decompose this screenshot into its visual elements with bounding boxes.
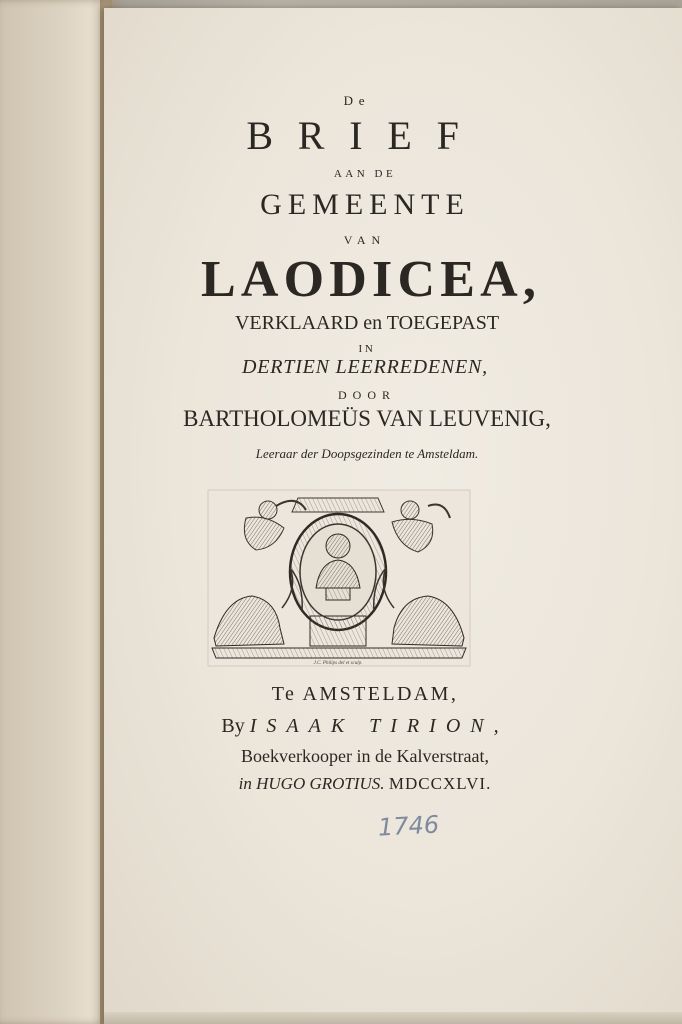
- title-line-gemeente: GEMEENTE: [260, 188, 470, 221]
- imprint-shop: Boekverkooper in de Kalverstraat,: [241, 746, 489, 766]
- handwritten-year-note: 1746: [377, 810, 440, 842]
- imprint-sign: in HUGO GROTIUS.: [238, 774, 385, 793]
- title-line-laodicea: LAODICEA,: [200, 251, 542, 308]
- title-line-aan-de: AAN DE: [333, 168, 397, 180]
- page-bottom-edge: [104, 1012, 682, 1024]
- engraving-caption: J.C. Philips del et sculp.: [313, 661, 363, 666]
- engraved-vignette: [206, 488, 472, 668]
- subtitle-verklaard: VERKLAARD en TOEGEPAST: [234, 312, 500, 334]
- title-line-de: De: [343, 93, 371, 108]
- title-line-brief: BRIEF: [246, 113, 484, 158]
- title-line-van: VAN: [343, 233, 387, 247]
- imprint-by: By: [221, 715, 245, 737]
- subtitle-in: IN: [358, 343, 376, 355]
- imprint-publisher-line: [0, 715, 682, 738]
- imprint-place: Te AMSTELDAM,: [271, 683, 459, 705]
- imprint-publisher: ISAAK TIRION,: [249, 715, 509, 737]
- imprint-year: MDCCXLVI.: [388, 774, 492, 793]
- byline-door: DOOR: [337, 388, 396, 402]
- author-role: Leeraar der Doopsgezinden te Amsteldam.: [255, 446, 479, 461]
- author-name: BARTHOLOMEÜS VAN LEUVENIG,: [183, 406, 551, 431]
- subtitle-dertien: DERTIEN LEERREDENEN,: [242, 356, 488, 378]
- imprint-sign-line: [0, 774, 682, 794]
